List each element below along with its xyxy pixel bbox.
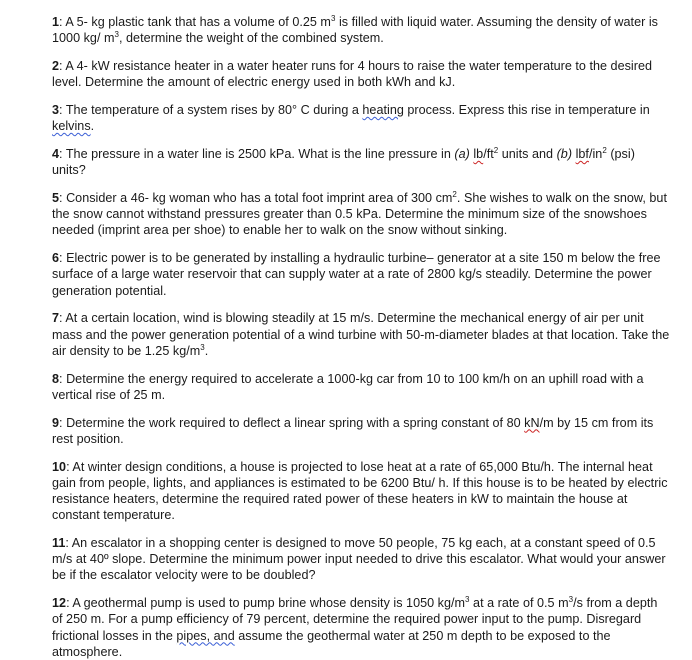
problem-3: 3: The temperature of a system rises by 80° C during a heating process. Express this rise in temperature in kelvins. xyxy=(52,103,650,134)
problem-4: 4: The pressure in a water line is 2500 kPa. What is the line pressure in (a) $lb/ft^2$ units and (b) lbf/$in^2$ (psi) units? xyxy=(52,146,635,178)
problem-5: 5: Consider a 46- kg woman who has a total foot imprint area of 300 $cm^2$. She wishes to walk on the snow, but the snow cannot withstand pressures greater than 0.5 kPa. Determine the minimum size of the snowshoes needed (imprint area per shoe) to enable her to walk on the snow without sinking. xyxy=(52,190,667,238)
problem-9: 9: Determine the work required to deflect a linear spring with a spring constant of 80 kN/m by 15 cm from its rest position. xyxy=(52,415,654,446)
problem-6: 6: Electric power is to be generated by installing a hydraulic turbine– generator at a site 150 m below the free surface of a large water reservoir that can supply water at a rate of 2800 kg/s steadily. Determine the power generation potential. xyxy=(52,251,661,298)
problem-12: 12: A geothermal pump is used to pump brine whose density is 1050 $kg/m^3$ at a rate of 0.5 $m^3/s$ from a depth of 250 m. For a pump efficiency of 79 percent, determine the required power input to the pump. Disregard frictional losses in the pipes, and assume the geothermal water at 250 m depth to be exposed to the atmosphere. xyxy=(52,595,658,659)
spelling-underline[interactable]: lbf xyxy=(575,147,589,161)
problem-number: 12 xyxy=(52,596,67,611)
problem-number: 7 xyxy=(52,311,60,326)
spelling-underline[interactable]: kN xyxy=(524,415,540,430)
problem-number: 3 xyxy=(52,103,60,117)
problem-number: 5 xyxy=(52,191,60,205)
grammar-underline[interactable]: kelvins xyxy=(52,119,91,134)
problem-11: 11: An escalator in a shopping center is designed to move 50 people, 75 kg each, at a constant speed of 0.5 m/s at 40º slope. Determine the minimum power input needed to drive this escalator. What would your answer be if the escalator velocity were to be doubled? xyxy=(52,536,666,583)
problem-number: 1 xyxy=(52,15,60,29)
problem-number: 9 xyxy=(52,415,60,430)
problem-number: 2 xyxy=(52,59,60,73)
grammar-underline[interactable]: pipes, and xyxy=(176,628,235,643)
problem-number: 11 xyxy=(52,536,66,551)
problem-7: 7: At a certain location, wind is blowing steadily at 15 m/s. Determine the mechanical energy of air per unit mass and the power generation potential of a wind turbine with 50-m-diameter blades at that location. Take the air density to be 1.25 $kg/m^3$. xyxy=(52,311,670,358)
problem-number: 10 xyxy=(52,459,67,474)
grammar-underline[interactable]: heating xyxy=(362,103,404,117)
problem-2: 2: A 4- kW resistance heater in a water heater runs for 4 hours to raise the water temperature to the desired level. Determine the amount of electric energy used in both kWh and kJ. xyxy=(52,59,652,90)
problem-number: 6 xyxy=(52,251,60,266)
problem-number: 8 xyxy=(52,371,60,386)
problem-number: 4 xyxy=(52,147,60,161)
problem-10: 10: At winter design conditions, a house is projected to lose heat at a rate of 65,000 Btu/h. The internal heat gain from people, lights, and appliances is estimated to be 6200 Btu/ h. If this house is to be heated by electric resistance heaters, determine the required rated power of these heaters in kW to maintain the house at constant temperature. xyxy=(52,459,668,523)
problem-8: 8: Determine the energy required to accelerate a 1000-kg car from 10 to 100 km/h on an uphill road with a vertical rise of 25 m. xyxy=(52,371,644,402)
problem-1: 1: A 5- kg plastic tank that has a volume of 0.25 $m^3$ is filled with liquid water. Assuming the density of water is 1000 kg/ $m^3$, determine the weight of the combined system. xyxy=(52,14,658,46)
spelling-underline[interactable]: lb xyxy=(473,147,484,161)
